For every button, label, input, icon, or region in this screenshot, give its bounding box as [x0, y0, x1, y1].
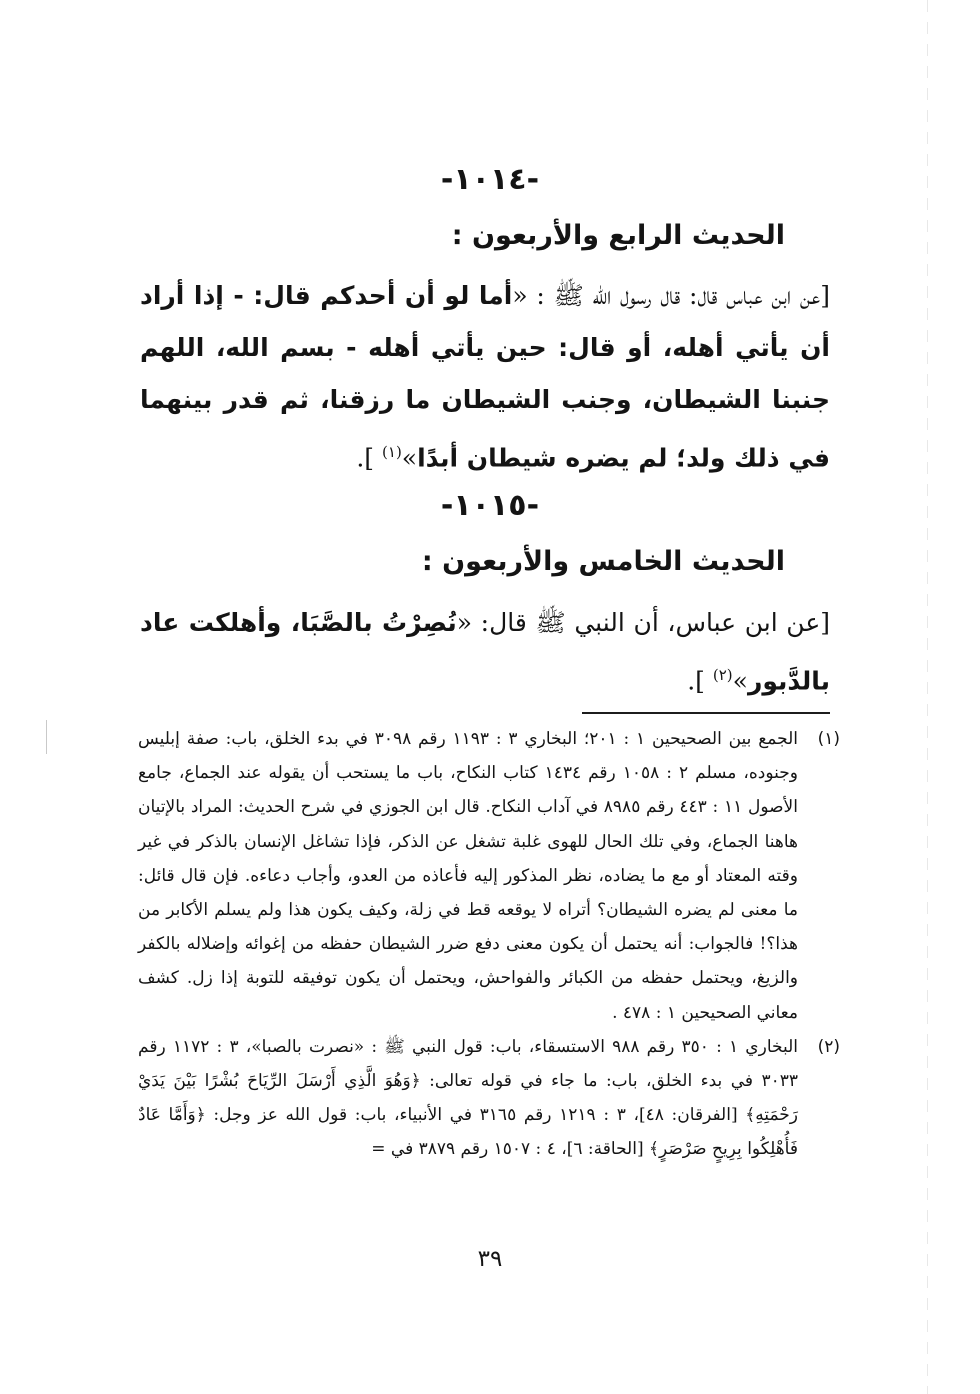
hadith-number-1014: -١٠١٤-: [440, 162, 540, 197]
hadith-intro: [عن ابن عباس قال: قال رسول الله ﷺ : «: [512, 281, 830, 310]
hadith-end: ].: [687, 666, 713, 696]
footnote-marker: (٢): [817, 1036, 840, 1057]
hadith-intro: [عن ابن عباس، أن النبي ﷺ قال: «: [456, 608, 830, 637]
footnote-text: البخاري ١ : ٣٥٠ رقم ٩٨٨ الاستسقاء، باب: قول النبي ﷺ : «نصرت بالصبا»، ٣ : ١١٧٢ رقم ٣٠٣٣ في بدء الخلق، باب: ما جاء في قوله تعالى: ﴿وَهُوَ الَّذِي أَرْسَلَ الرِّيَاحَ بُشْرًا بَيْنَ يَدَيْ رَحْمَتِهِ﴾ [الفرقان: ٤٨]، ٣ : ١٢١٩ رقم ٣١٦٥ في الأنبياء، باب: قول الله عز وجل: ﴿وَأَمَّا عَادٌ فَأُهْلِكُوا بِرِيحٍ صَرْصَرٍ﴾ [الحاقة: ٦]، ٤ : ١٥٠٧ رقم ٣٨٧٩ في =: [138, 1036, 799, 1160]
hadith-heading-1014: الحديث الرابع والأربعون :: [451, 220, 785, 251]
footnote-1: [138, 722, 840, 1030]
scan-edge-left: [46, 720, 47, 754]
hadith-text-1015: [140, 597, 830, 707]
closing-quote: »: [732, 666, 748, 696]
footnote-marker: (١): [817, 729, 840, 749]
hadith-heading-1015: الحديث الخامس والأربعون :: [421, 546, 785, 577]
footnote-separator: [582, 712, 830, 714]
footnotes: [138, 722, 840, 1167]
hadith-number-1015: -١٠١٥-: [440, 488, 540, 523]
hadith-matn: نُصِرْتُ بالصَّبَا، وأهلكت عاد بالدَّبور: [140, 608, 830, 696]
hadith-end: ].: [356, 443, 383, 473]
footnote-ref-2[interactable]: (٢): [712, 666, 733, 684]
hadith-matn: أما لو أن أحدكم قال: - إذا أراد أن يأتي أهله، أو قال: حين يأتي أهله - بسم الله، اللهم جنبنا الشيطان، وجنب الشيطان ما رزقنا، ثم قدر بينهما في ذلك ولد؛ لم يضره شيطان أبدًا: [140, 281, 830, 473]
hadith-text-1014: [140, 270, 830, 484]
closing-quote: »: [401, 443, 418, 473]
footnote-text: الجمع بين الصحيحين ١ : ٢٠١؛ البخاري ٣ : ١١٩٣ رقم ٣٠٩٨ في بدء الخلق، باب: صفة إبليس وجنوده، مسلم ٢ : ١٠٥٨ رقم ١٤٣٤ كتاب النكاح، باب ما يستحب أن يقوله عند الجماع، جامع الأصول ١١ : ٤٤٣ رقم ٨٩٨٥ في آداب النكاح. قال ابن الجوزي في شرح الحديث: المراد بالإتيان هاهنا الجماع، وفي تلك الحال للهوى غلبة تشغل عن الذكر، فإذا تشاغل الإنسان بالذكر في غير وقته المعتاد أو مع ما يضاده، نظر المذكور إليه فأعاذه من العدو، وأجاب دعاءه. فإن قال قائل: ما معنى لم يضره الشيطان؟ أتراه لا يوقعه قط في زلة، وكيف يكون هذا ولم يسلم الأكابر من هذا؟! فالجواب: أنه يحتمل أن يكون معنى دفع ضرر الشيطان حفظه من إغوائه وإضلاله بالكفر والزيغ، ويحتمل حفظه من الكبائر والفواحش، ويحتمل أن يكون توفيقه للتوبة إذا زل. كشف معاني الصحيحين ١ : ٤٧٨ .: [138, 729, 798, 1023]
footnote-ref-1[interactable]: (١): [382, 443, 402, 461]
scan-edge-right: [927, 0, 928, 1394]
page-number: ٣٩: [477, 1246, 503, 1272]
footnote-2: [138, 1030, 840, 1167]
